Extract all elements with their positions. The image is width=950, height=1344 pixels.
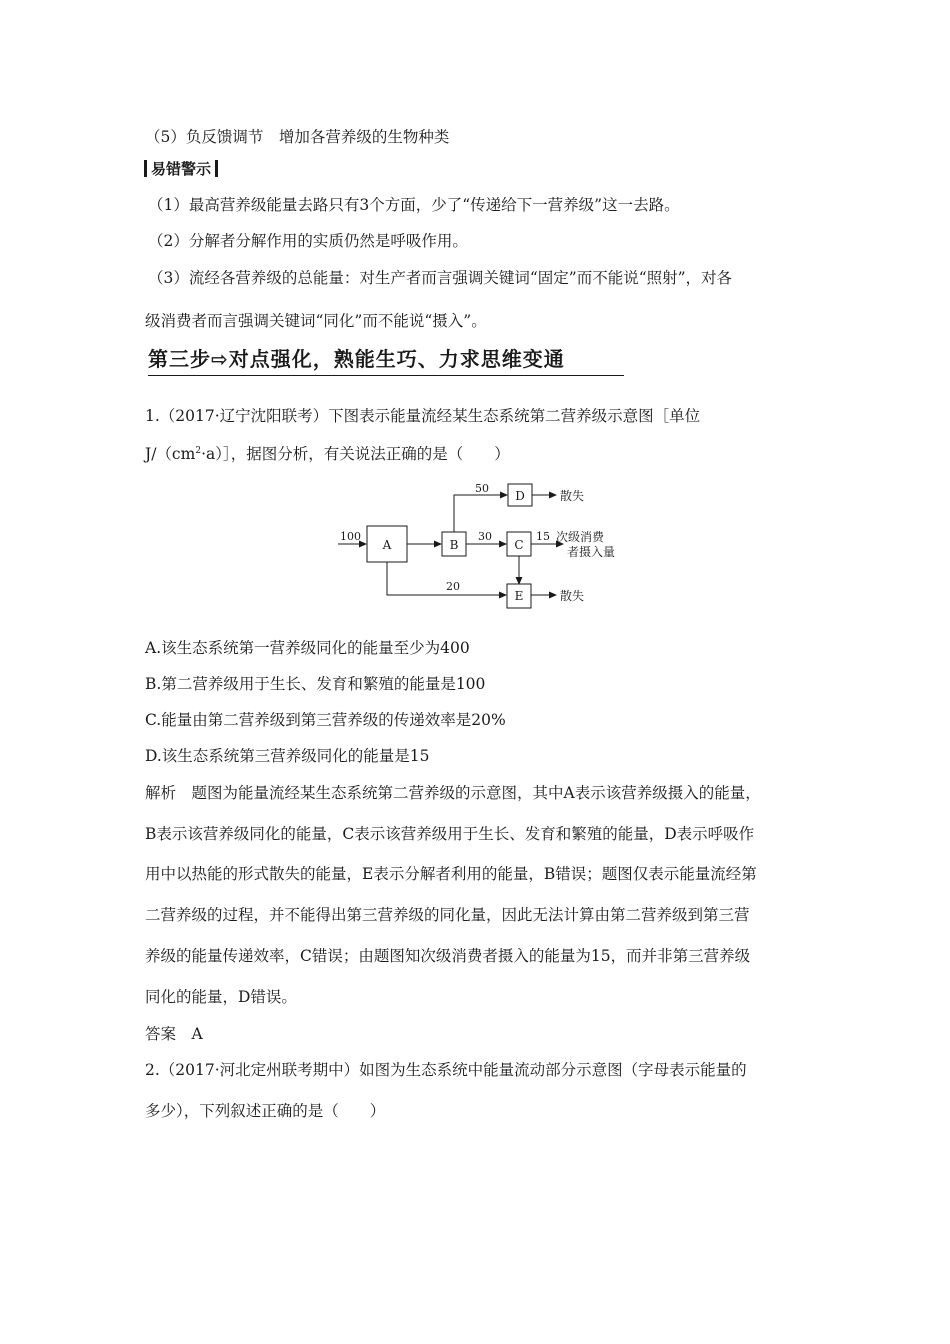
b-to-c-value: 30 — [478, 530, 492, 543]
q1-analysis-line2: B表示该营养级同化的能量，C表示该营养级用于生长、发育和繁殖的能量，D表示呼吸作 — [145, 825, 755, 843]
q1-option-c: C.能量由第二营养级到第三营养级的传递效率是20% — [145, 711, 506, 729]
previous-answer-line: （5）负反馈调节 增加各营养级的生物种类 — [145, 128, 450, 146]
q1-option-d: D.该生态系统第三营养级同化的能量是15 — [145, 747, 430, 765]
q1-stem-line2 — [145, 443, 510, 465]
q1-analysis-line4: 二营养级的过程，并不能得出第三营养级的同化量，因此无法计算由第二营养级到第三营 — [145, 906, 750, 924]
step-three-title: 第三步⇨对点强化，熟能生巧、力求思维变通 — [148, 345, 624, 376]
e-out-label: 散失 — [560, 589, 585, 603]
q1-analysis-line5: 养级的能量传递效率，C错误；由题图知次级消费者摄入的能量为15，而并非第三营养级 — [145, 947, 751, 965]
q2-stem-line1: 2.（2017·河北定州联考期中）如图为生态系统中能量流动部分示意图（字母表示能量的 — [145, 1061, 747, 1079]
q1-unit-pre: J/（cm — [145, 445, 196, 463]
q1-stem-line1: 1.（2017·辽宁沈阳联考）下图表示能量流经某生态系统第二营养级示意图［单位 — [145, 407, 701, 425]
q1-option-a: A.该生态系统第一营养级同化的能量至少为400 — [145, 639, 470, 657]
a-to-e-value: 20 — [446, 580, 460, 593]
node-b-label: B — [449, 538, 459, 552]
q1-analysis-line1: 解析 题图为能量流经某生态系统第二营养级的示意图，其中A表示该营养级摄入的能量， — [145, 784, 761, 802]
q1-option-b: B.第二营养级用于生长、发育和繁殖的能量是100 — [145, 675, 486, 693]
header-bar-left — [144, 160, 147, 177]
q1-answer: 答案 A — [145, 1025, 203, 1043]
node-e-label: E — [514, 589, 524, 603]
q1-unit-post: ·a）］，据图分析，有关说法正确的是（ ） — [201, 445, 510, 463]
input-value: 100 — [340, 530, 361, 543]
header-bar-right — [215, 160, 218, 177]
energy-flow-diagram — [330, 478, 620, 610]
warning-item-2: （2）分解者分解作用的实质仍然是呼吸作用。 — [148, 232, 468, 250]
c-out-value: 15 — [536, 530, 550, 543]
warning-item-1: （1）最高营养级能量去路只有3个方面，少了“传递给下一营养级”这一去路。 — [148, 196, 680, 214]
warning-item-3: （3）流经各营养级的总能量：对生产者而言强调关键词“固定”而不能说“照射”，对各 — [148, 269, 733, 287]
q2-stem-line2: 多少），下列叙述正确的是（ ） — [145, 1102, 386, 1120]
node-d-label: D — [515, 489, 525, 503]
b-to-d-value: 50 — [475, 482, 489, 495]
q1-analysis-line6: 同化的能量，D错误。 — [145, 988, 297, 1006]
c-out-label-1: 次级消费 — [556, 530, 605, 544]
q1-analysis-line3: 用中以热能的形式散失的能量，E表示分解者利用的能量，B错误；题图仅表示能量流经第 — [145, 865, 757, 883]
node-c-label: C — [514, 538, 524, 552]
c-out-label-2: 者摄入量 — [567, 545, 616, 559]
warning-item-3-cont: 级消费者而言强调关键词“同化”而不能说“摄入”。 — [145, 312, 487, 330]
warning-header — [144, 157, 218, 179]
arrow-b-to-d — [454, 495, 507, 532]
d-out-label: 散失 — [560, 489, 585, 503]
q1-unit-sup: 2 — [195, 445, 202, 456]
node-a-label: A — [382, 538, 392, 552]
warning-title: 易错警示 — [151, 159, 212, 178]
